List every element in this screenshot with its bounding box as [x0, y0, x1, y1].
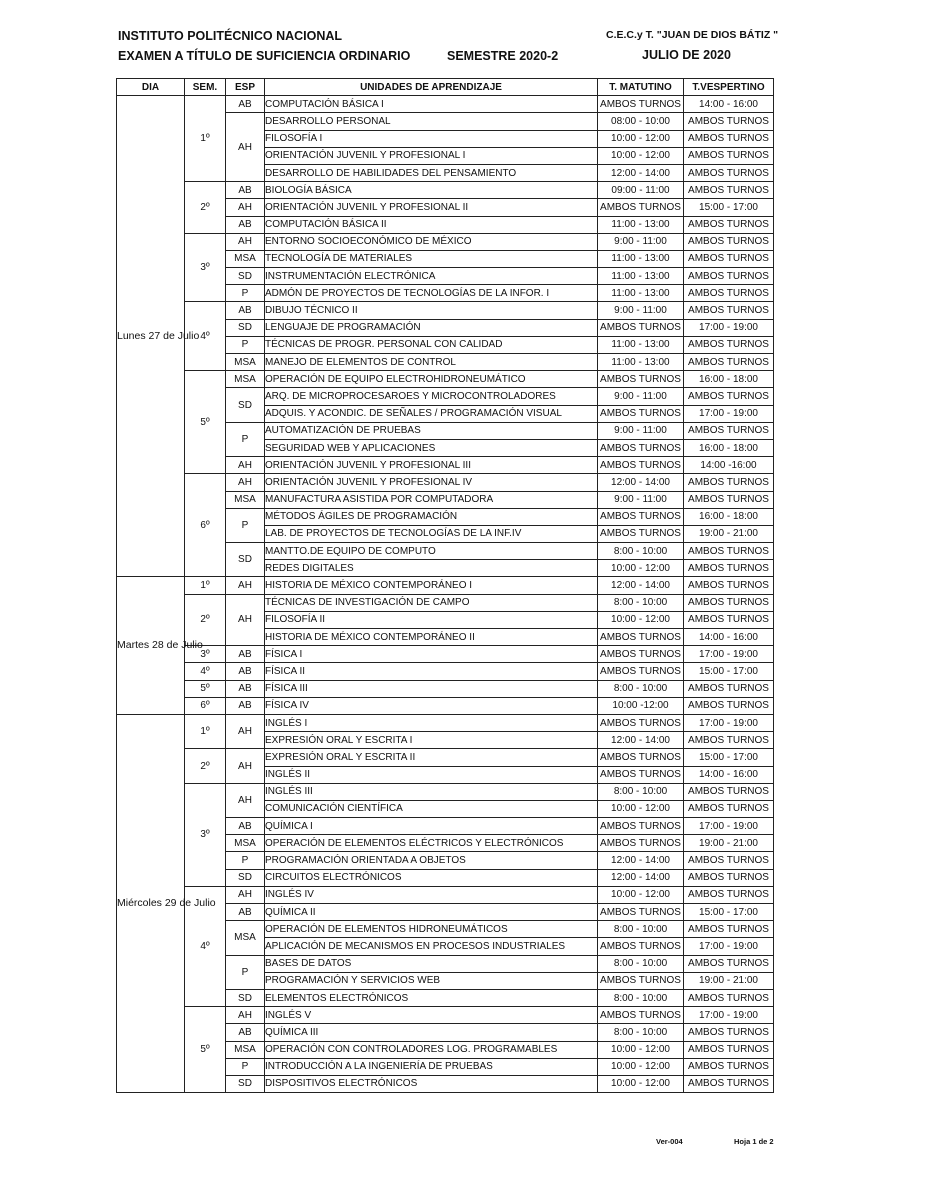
evening-shift-cell: AMBOS TURNOS [684, 147, 774, 164]
course-name-cell: INGLÉS V [265, 1007, 598, 1024]
morning-shift-cell: AMBOS TURNOS [598, 904, 684, 921]
evening-shift-cell: AMBOS TURNOS [684, 594, 774, 611]
evening-shift-cell: AMBOS TURNOS [684, 680, 774, 697]
col-header-esp: ESP [226, 79, 265, 96]
specialty-cell: MSA [226, 250, 265, 267]
evening-shift-cell: 17:00 - 19:00 [684, 646, 774, 663]
morning-shift-cell: AMBOS TURNOS [598, 766, 684, 783]
course-name-cell: DIBUJO TÉCNICO II [265, 302, 598, 319]
course-name-cell: REDES DIGITALES [265, 560, 598, 577]
morning-shift-cell: 10:00 - 12:00 [598, 130, 684, 147]
morning-shift-cell: 10:00 -12:00 [598, 697, 684, 714]
morning-shift-cell: AMBOS TURNOS [598, 405, 684, 422]
evening-shift-cell: AMBOS TURNOS [684, 1075, 774, 1092]
semester-cell: 3º [185, 233, 226, 302]
morning-shift-cell: AMBOS TURNOS [598, 319, 684, 336]
specialty-cell: AH [226, 1007, 265, 1024]
morning-shift-cell: 8:00 - 10:00 [598, 783, 684, 800]
course-name-cell: MÉTODOS ÁGILES DE PROGRAMACIÓN [265, 508, 598, 525]
semester-cell: 2º [185, 594, 226, 646]
course-name-cell: INGLÉS I [265, 714, 598, 731]
evening-shift-cell: 19:00 - 21:00 [684, 525, 774, 542]
morning-shift-cell: 11:00 - 13:00 [598, 285, 684, 302]
course-name-cell: INGLÉS II [265, 766, 598, 783]
morning-shift-cell: AMBOS TURNOS [598, 439, 684, 456]
course-name-cell: DISPOSITIVOS ELECTRÓNICOS [265, 1075, 598, 1092]
table-row [117, 474, 774, 491]
col-header-unidades: UNIDADES DE APRENDIZAJE [265, 79, 598, 96]
evening-shift-cell: AMBOS TURNOS [684, 732, 774, 749]
evening-shift-cell: AMBOS TURNOS [684, 921, 774, 938]
table-row [117, 680, 774, 697]
specialty-cell: SD [226, 1075, 265, 1092]
course-name-cell: INGLÉS III [265, 783, 598, 800]
evening-shift-cell: 16:00 - 18:00 [684, 439, 774, 456]
specialty-cell: P [226, 955, 265, 989]
course-name-cell: FÍSICA II [265, 663, 598, 680]
morning-shift-cell: 10:00 - 12:00 [598, 886, 684, 903]
school-name: C.E.C.y T. "JUAN DE DIOS BÁTIZ " [606, 29, 779, 41]
specialty-cell: SD [226, 388, 265, 422]
col-header-matutino: T. MATUTINO [598, 79, 684, 96]
morning-shift-cell: 10:00 - 12:00 [598, 800, 684, 817]
course-name-cell: ORIENTACIÓN JUVENIL Y PROFESIONAL I [265, 147, 598, 164]
evening-shift-cell: AMBOS TURNOS [684, 852, 774, 869]
course-name-cell: PROGRAMACIÓN Y SERVICIOS WEB [265, 972, 598, 989]
evening-shift-cell: 19:00 - 21:00 [684, 972, 774, 989]
course-name-cell: TÉCNICAS DE PROGR. PERSONAL CON CALIDAD [265, 336, 598, 353]
specialty-cell: P [226, 852, 265, 869]
evening-shift-cell: 14:00 - 16:00 [684, 629, 774, 646]
evening-shift-cell: AMBOS TURNOS [684, 560, 774, 577]
evening-shift-cell: 16:00 - 18:00 [684, 508, 774, 525]
specialty-cell: AB [226, 302, 265, 319]
course-name-cell: AUTOMATIZACIÓN DE PRUEBAS [265, 422, 598, 439]
specialty-cell: P [226, 1058, 265, 1075]
semester-cell: 1º [185, 577, 226, 594]
specialty-cell: AB [226, 1024, 265, 1041]
evening-shift-cell: AMBOS TURNOS [684, 422, 774, 439]
specialty-cell: AH [226, 749, 265, 783]
header-row [117, 79, 774, 96]
morning-shift-cell: 11:00 - 13:00 [598, 250, 684, 267]
course-name-cell: FILOSOFÍA I [265, 130, 598, 147]
evening-shift-cell: AMBOS TURNOS [684, 869, 774, 886]
specialty-cell: SD [226, 319, 265, 336]
evening-shift-cell: 19:00 - 21:00 [684, 835, 774, 852]
morning-shift-cell: 8:00 - 10:00 [598, 921, 684, 938]
course-name-cell: COMPUTACIÓN BÁSICA I [265, 96, 598, 113]
table-row [117, 302, 774, 319]
course-name-cell: DESARROLLO PERSONAL [265, 113, 598, 130]
evening-shift-cell: 15:00 - 17:00 [684, 749, 774, 766]
evening-shift-cell: AMBOS TURNOS [684, 611, 774, 628]
course-name-cell: ORIENTACIÓN JUVENIL Y PROFESIONAL II [265, 199, 598, 216]
morning-shift-cell: 12:00 - 14:00 [598, 869, 684, 886]
course-name-cell: ARQ. DE MICROPROCESAROES Y MICROCONTROLADORES [265, 388, 598, 405]
specialty-cell: MSA [226, 354, 265, 371]
morning-shift-cell: AMBOS TURNOS [598, 629, 684, 646]
evening-shift-cell: 15:00 - 17:00 [684, 904, 774, 921]
course-name-cell: APLICACIÓN DE MECANISMOS EN PROCESOS INDUSTRIALES [265, 938, 598, 955]
course-name-cell: ORIENTACIÓN JUVENIL Y PROFESIONAL IV [265, 474, 598, 491]
table-row [117, 594, 774, 611]
semester-cell: 5º [185, 1007, 226, 1093]
specialty-cell: AB [226, 646, 265, 663]
specialty-cell: SD [226, 268, 265, 285]
semester-label: SEMESTRE 2020-2 [447, 49, 559, 63]
morning-shift-cell: 9:00 - 11:00 [598, 422, 684, 439]
table-row [117, 663, 774, 680]
specialty-cell: AH [226, 886, 265, 903]
semester-cell: 5º [185, 371, 226, 474]
specialty-cell: MSA [226, 491, 265, 508]
table-row [117, 371, 774, 388]
semester-cell: 5º [185, 680, 226, 697]
specialty-cell: AB [226, 216, 265, 233]
course-name-cell: EXPRESIÓN ORAL Y ESCRITA II [265, 749, 598, 766]
specialty-cell: P [226, 422, 265, 456]
morning-shift-cell: 12:00 - 14:00 [598, 164, 684, 181]
evening-shift-cell: AMBOS TURNOS [684, 302, 774, 319]
course-name-cell: ELEMENTOS ELECTRÓNICOS [265, 989, 598, 1006]
specialty-cell: P [226, 336, 265, 353]
course-name-cell: TECNOLOGÍA DE MATERIALES [265, 250, 598, 267]
col-header-vespertino: T.VESPERTINO [684, 79, 774, 96]
morning-shift-cell: 8:00 - 10:00 [598, 955, 684, 972]
specialty-cell: AH [226, 577, 265, 594]
course-name-cell: ADMÓN DE PROYECTOS DE TECNOLOGÍAS DE LA INFOR. I [265, 285, 598, 302]
course-name-cell: FÍSICA III [265, 680, 598, 697]
specialty-cell: P [226, 285, 265, 302]
morning-shift-cell: AMBOS TURNOS [598, 525, 684, 542]
course-name-cell: COMUNICACIÓN CIENTÍFICA [265, 800, 598, 817]
course-name-cell: DESARROLLO DE HABILIDADES DEL PENSAMIENTO [265, 164, 598, 181]
course-name-cell: BASES DE DATOS [265, 955, 598, 972]
course-name-cell: ADQUIS. Y ACONDIC. DE SEÑALES / PROGRAMACIÓN VISUAL [265, 405, 598, 422]
morning-shift-cell: AMBOS TURNOS [598, 835, 684, 852]
semester-cell: 1º [185, 96, 226, 182]
course-name-cell: MANEJO DE ELEMENTOS DE CONTROL [265, 354, 598, 371]
course-name-cell: FÍSICA I [265, 646, 598, 663]
specialty-cell: AB [226, 182, 265, 199]
semester-cell: 2º [185, 749, 226, 783]
course-name-cell: LAB. DE PROYECTOS DE TECNOLOGÍAS DE LA INF.IV [265, 525, 598, 542]
course-name-cell: OPERACIÓN DE ELEMENTOS ELÉCTRICOS Y ELECTRÓNICOS [265, 835, 598, 852]
table-row [117, 697, 774, 714]
course-name-cell: INTRODUCCIÓN A LA INGENIERÍA DE PRUEBAS [265, 1058, 598, 1075]
specialty-cell: AB [226, 96, 265, 113]
specialty-cell: AH [226, 474, 265, 491]
evening-shift-cell: 17:00 - 19:00 [684, 818, 774, 835]
evening-shift-cell: AMBOS TURNOS [684, 130, 774, 147]
course-name-cell: SEGURIDAD WEB Y APLICACIONES [265, 439, 598, 456]
schedule-body [117, 96, 774, 1093]
morning-shift-cell: AMBOS TURNOS [598, 749, 684, 766]
morning-shift-cell: AMBOS TURNOS [598, 646, 684, 663]
morning-shift-cell: 10:00 - 12:00 [598, 147, 684, 164]
specialty-cell: AH [226, 199, 265, 216]
specialty-cell: MSA [226, 835, 265, 852]
evening-shift-cell: AMBOS TURNOS [684, 113, 774, 130]
specialty-cell: SD [226, 543, 265, 577]
morning-shift-cell: AMBOS TURNOS [598, 938, 684, 955]
morning-shift-cell: AMBOS TURNOS [598, 714, 684, 731]
specialty-cell: AH [226, 457, 265, 474]
evening-shift-cell: 14:00 - 16:00 [684, 766, 774, 783]
course-name-cell: INGLÉS IV [265, 886, 598, 903]
semester-cell: 1º [185, 714, 226, 748]
evening-shift-cell: 17:00 - 19:00 [684, 938, 774, 955]
course-name-cell: MANTTO.DE EQUIPO DE COMPUTO [265, 543, 598, 560]
morning-shift-cell: AMBOS TURNOS [598, 818, 684, 835]
specialty-cell: AB [226, 818, 265, 835]
evening-shift-cell: AMBOS TURNOS [684, 474, 774, 491]
evening-shift-cell: AMBOS TURNOS [684, 336, 774, 353]
specialty-cell: AH [226, 714, 265, 748]
course-name-cell: OPERACIÓN CON CONTROLADORES LOG. PROGRAMABLES [265, 1041, 598, 1058]
specialty-cell: SD [226, 869, 265, 886]
table-row [117, 749, 774, 766]
semester-cell: 3º [185, 646, 226, 663]
specialty-cell: AH [226, 113, 265, 182]
morning-shift-cell: AMBOS TURNOS [598, 1007, 684, 1024]
table-row [117, 646, 774, 663]
course-name-cell: TÉCNICAS DE INVESTIGACIÓN DE CAMPO [265, 594, 598, 611]
specialty-cell: AH [226, 233, 265, 250]
evening-shift-cell: AMBOS TURNOS [684, 1024, 774, 1041]
course-name-cell: QUÍMICA III [265, 1024, 598, 1041]
semester-cell: 2º [185, 182, 226, 234]
day-cell: Martes 28 de Julio [117, 577, 185, 715]
evening-shift-cell: AMBOS TURNOS [684, 1041, 774, 1058]
evening-shift-cell: 17:00 - 19:00 [684, 1007, 774, 1024]
month-label: JULIO DE 2020 [642, 48, 731, 62]
morning-shift-cell: 08:00 - 10:00 [598, 113, 684, 130]
evening-shift-cell: 17:00 - 19:00 [684, 714, 774, 731]
institution-title: INSTITUTO POLITÉCNICO NACIONAL [118, 29, 343, 43]
morning-shift-cell: AMBOS TURNOS [598, 199, 684, 216]
course-name-cell: PROGRAMACIÓN ORIENTADA A OBJETOS [265, 852, 598, 869]
evening-shift-cell: 15:00 - 17:00 [684, 663, 774, 680]
morning-shift-cell: 8:00 - 10:00 [598, 543, 684, 560]
evening-shift-cell: AMBOS TURNOS [684, 233, 774, 250]
course-name-cell: ENTORNO SOCIOECONÓMICO DE MÉXICO [265, 233, 598, 250]
morning-shift-cell: 10:00 - 12:00 [598, 1058, 684, 1075]
specialty-cell: AB [226, 663, 265, 680]
evening-shift-cell: AMBOS TURNOS [684, 577, 774, 594]
course-name-cell: OPERACIÓN DE EQUIPO ELECTROHIDRONEUMÁTICO [265, 371, 598, 388]
table-row [117, 233, 774, 250]
morning-shift-cell: AMBOS TURNOS [598, 663, 684, 680]
morning-shift-cell: 09:00 - 11:00 [598, 182, 684, 199]
evening-shift-cell: AMBOS TURNOS [684, 955, 774, 972]
morning-shift-cell: 10:00 - 12:00 [598, 1075, 684, 1092]
evening-shift-cell: 14:00 -16:00 [684, 457, 774, 474]
evening-shift-cell: AMBOS TURNOS [684, 1058, 774, 1075]
morning-shift-cell: AMBOS TURNOS [598, 457, 684, 474]
evening-shift-cell: AMBOS TURNOS [684, 697, 774, 714]
morning-shift-cell: 9:00 - 11:00 [598, 491, 684, 508]
semester-cell: 6º [185, 474, 226, 577]
col-header-sem: SEM. [185, 79, 226, 96]
col-header-dia: DIA [117, 79, 185, 96]
morning-shift-cell: 8:00 - 10:00 [598, 594, 684, 611]
evening-shift-cell: AMBOS TURNOS [684, 543, 774, 560]
course-name-cell: HISTORIA DE MÉXICO CONTEMPORÁNEO II [265, 629, 598, 646]
specialty-cell: AB [226, 680, 265, 697]
course-name-cell: COMPUTACIÓN BÁSICA II [265, 216, 598, 233]
evening-shift-cell: AMBOS TURNOS [684, 354, 774, 371]
morning-shift-cell: 12:00 - 14:00 [598, 732, 684, 749]
evening-shift-cell: AMBOS TURNOS [684, 285, 774, 302]
evening-shift-cell: AMBOS TURNOS [684, 164, 774, 181]
specialty-cell: SD [226, 989, 265, 1006]
course-name-cell: HISTORIA DE MÉXICO CONTEMPORÁNEO I [265, 577, 598, 594]
morning-shift-cell: 12:00 - 14:00 [598, 852, 684, 869]
morning-shift-cell: 8:00 - 10:00 [598, 1024, 684, 1041]
semester-cell: 4º [185, 663, 226, 680]
specialty-cell: AB [226, 904, 265, 921]
course-name-cell: OPERACIÓN DE ELEMENTOS HIDRONEUMÁTICOS [265, 921, 598, 938]
morning-shift-cell: AMBOS TURNOS [598, 96, 684, 113]
morning-shift-cell: 8:00 - 10:00 [598, 989, 684, 1006]
table-row [117, 1007, 774, 1024]
evening-shift-cell: 17:00 - 19:00 [684, 405, 774, 422]
evening-shift-cell: 14:00 - 16:00 [684, 96, 774, 113]
evening-shift-cell: 17:00 - 19:00 [684, 319, 774, 336]
table-row [117, 96, 774, 113]
semester-cell: 3º [185, 783, 226, 886]
morning-shift-cell: 9:00 - 11:00 [598, 233, 684, 250]
table-row [117, 783, 774, 800]
evening-shift-cell: AMBOS TURNOS [684, 182, 774, 199]
course-name-cell: CIRCUITOS ELECTRÓNICOS [265, 869, 598, 886]
specialty-cell: P [226, 508, 265, 542]
semester-cell: 4º [185, 886, 226, 1006]
morning-shift-cell: 9:00 - 11:00 [598, 302, 684, 319]
course-name-cell: QUÍMICA I [265, 818, 598, 835]
course-name-cell: EXPRESIÓN ORAL Y ESCRITA I [265, 732, 598, 749]
course-name-cell: QUÍMICA II [265, 904, 598, 921]
evening-shift-cell: AMBOS TURNOS [684, 268, 774, 285]
course-name-cell: LENGUAJE DE PROGRAMACIÓN [265, 319, 598, 336]
morning-shift-cell: 8:00 - 10:00 [598, 680, 684, 697]
evening-shift-cell: AMBOS TURNOS [684, 216, 774, 233]
evening-shift-cell: AMBOS TURNOS [684, 250, 774, 267]
morning-shift-cell: 10:00 - 12:00 [598, 1041, 684, 1058]
course-name-cell: ORIENTACIÓN JUVENIL Y PROFESIONAL III [265, 457, 598, 474]
specialty-cell: MSA [226, 1041, 265, 1058]
morning-shift-cell: AMBOS TURNOS [598, 508, 684, 525]
specialty-cell: AH [226, 783, 265, 817]
version-label: Ver-004 [656, 1137, 683, 1146]
evening-shift-cell: AMBOS TURNOS [684, 783, 774, 800]
morning-shift-cell: 12:00 - 14:00 [598, 577, 684, 594]
table-row [117, 182, 774, 199]
morning-shift-cell: 11:00 - 13:00 [598, 336, 684, 353]
course-name-cell: BIOLOGÍA BÁSICA [265, 182, 598, 199]
semester-cell: 6º [185, 697, 226, 714]
specialty-cell: MSA [226, 921, 265, 955]
specialty-cell: AB [226, 697, 265, 714]
semester-cell: 4º [185, 302, 226, 371]
table-row [117, 714, 774, 731]
evening-shift-cell: AMBOS TURNOS [684, 989, 774, 1006]
evening-shift-cell: AMBOS TURNOS [684, 800, 774, 817]
evening-shift-cell: AMBOS TURNOS [684, 388, 774, 405]
course-name-cell: FÍSICA IV [265, 697, 598, 714]
morning-shift-cell: 10:00 - 12:00 [598, 560, 684, 577]
page-label: Hoja 1 de 2 [734, 1137, 774, 1146]
specialty-cell: MSA [226, 371, 265, 388]
day-cell: Lunes 27 de Julio [117, 96, 185, 577]
evening-shift-cell: 16:00 - 18:00 [684, 371, 774, 388]
morning-shift-cell: 11:00 - 13:00 [598, 216, 684, 233]
table-row [117, 577, 774, 594]
course-name-cell: MANUFACTURA ASISTIDA POR COMPUTADORA [265, 491, 598, 508]
morning-shift-cell: 10:00 - 12:00 [598, 611, 684, 628]
exam-schedule-table [116, 78, 774, 1093]
morning-shift-cell: 11:00 - 13:00 [598, 354, 684, 371]
specialty-cell: AH [226, 594, 265, 646]
evening-shift-cell: AMBOS TURNOS [684, 886, 774, 903]
evening-shift-cell: 15:00 - 17:00 [684, 199, 774, 216]
morning-shift-cell: AMBOS TURNOS [598, 371, 684, 388]
morning-shift-cell: AMBOS TURNOS [598, 972, 684, 989]
morning-shift-cell: 12:00 - 14:00 [598, 474, 684, 491]
morning-shift-cell: 9:00 - 11:00 [598, 388, 684, 405]
morning-shift-cell: 11:00 - 13:00 [598, 268, 684, 285]
evening-shift-cell: AMBOS TURNOS [684, 491, 774, 508]
course-name-cell: INSTRUMENTACIÓN ELECTRÓNICA [265, 268, 598, 285]
exam-title: EXAMEN A TÍTULO DE SUFICIENCIA ORDINARIO [118, 49, 411, 63]
day-cell: Miércoles 29 de Julio [117, 714, 185, 1092]
course-name-cell: FILOSOFÍA II [265, 611, 598, 628]
